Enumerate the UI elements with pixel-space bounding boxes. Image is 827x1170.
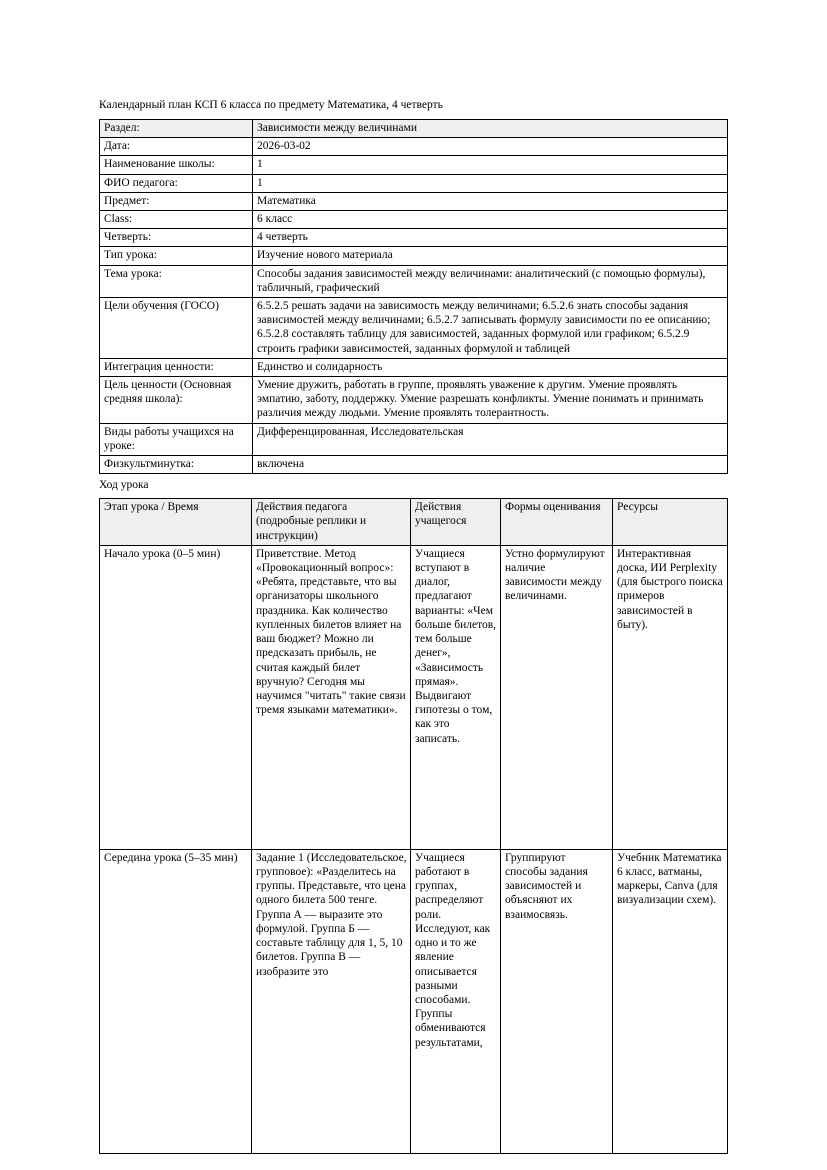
- info-value: Способы задания зависимостей между величинами: аналитический (с помощью формулы), табличный, графический: [253, 265, 728, 297]
- info-value: 2026-03-02: [253, 138, 728, 156]
- info-label: Дата:: [100, 138, 253, 156]
- table-row: [100, 358, 728, 376]
- lesson-flow-table: [99, 498, 728, 1154]
- table-row: [100, 456, 728, 474]
- info-label: Виды работы учащихся на уроке:: [100, 423, 253, 455]
- column-header-stage: Этап урока / Время: [100, 499, 252, 546]
- info-label: Предмет:: [100, 192, 253, 210]
- cell-resources: Интерактивная доска, ИИ Perplexity (для быстрого поиска примеров зависимостей в быту).: [613, 545, 728, 849]
- page-title: Календарный план КСП 6 класса по предмету Математика, 4 четверть: [99, 99, 443, 111]
- cell-teacher-actions: Приветствие. Метод «Провокационный вопрос»: «Ребята, представьте, что вы организаторы школьного праздника. Как количество купленных билетов влияет на ваш бюджет? Можно ли предсказать прибыль, не считая каждый билет вручную? Сегодня мы научимся "читать" такие связи тремя языками математики».: [252, 545, 411, 849]
- info-value: 6.5.2.5 решать задачи на зависимость между величинами; 6.5.2.6 знать способы задания зависимостей между величинами; 6.5.2.7 записывать формулу зависимости по ее описанию; 6.5.2.8 составлять таблицу для зависимостей, заданных формулой или графиком; 6.5.2.9 строить графики зависимостей, заданных формулой и таблицей: [253, 298, 728, 359]
- table-row: [100, 174, 728, 192]
- cell-resources: Учебник Математика 6 класс, ватманы, маркеры, Canva (для визуализации схем).: [613, 849, 728, 1153]
- table-row: [100, 120, 728, 138]
- column-header-assessment: Формы оценивания: [501, 499, 613, 546]
- table-row: [100, 247, 728, 265]
- lesson-table-body: [100, 545, 728, 1153]
- table-row: [100, 138, 728, 156]
- table-row: [100, 545, 728, 849]
- table-row: [100, 192, 728, 210]
- info-value: 6 класс: [253, 211, 728, 229]
- cell-stage: Середина урока (5–35 мин): [100, 849, 252, 1153]
- info-label: Четверть:: [100, 229, 253, 247]
- cell-student-actions: Учащиеся вступают в диалог, предлагают варианты: «Чем больше билетов, тем больше денег», «Зависимость прямая». Выдвигают гипотезы о том, как это записать.: [411, 545, 501, 849]
- info-label: Наименование школы:: [100, 156, 253, 174]
- table-row: [100, 211, 728, 229]
- info-label: Физкультминутка:: [100, 456, 253, 474]
- column-header-student-actions: Действия учащегося: [411, 499, 501, 546]
- info-value: Единство и солидарность: [253, 358, 728, 376]
- info-value: Умение дружить, работать в группе, проявлять уважение к другим. Умение проявлять эмпатию, заботу, поддержку. Умение разрешать конфликты. Умение понимать и принимать различия между людьми. Умение проявлять толерантность.: [253, 377, 728, 424]
- info-label: Интеграция ценности:: [100, 358, 253, 376]
- column-header-teacher-actions: Действия педагога (подробные реплики и инструкции): [252, 499, 411, 546]
- table-row: [100, 229, 728, 247]
- info-value: Зависимости между величинами: [253, 120, 728, 138]
- info-label: Цели обучения (ГОСО): [100, 298, 253, 359]
- cell-stage: Начало урока (0–5 мин): [100, 545, 252, 849]
- section-heading-lesson-flow: Ход урока: [99, 479, 149, 492]
- info-value: Математика: [253, 192, 728, 210]
- info-value: Дифференцированная, Исследовательская: [253, 423, 728, 455]
- cell-student-actions: Учащиеся работают в группах, распределяют роли. Исследуют, как одно и то же явление описывается разными способами. Группы обмениваются результатами,: [411, 849, 501, 1153]
- info-value: 1: [253, 174, 728, 192]
- lesson-table-head: [100, 499, 728, 546]
- info-table-body: [100, 120, 728, 474]
- info-label: Тема урока:: [100, 265, 253, 297]
- cell-assessment: Группируют способы задания зависимостей и объясняют их взаимосвязь.: [501, 849, 613, 1153]
- info-value: 1: [253, 156, 728, 174]
- lesson-info-table: [99, 119, 728, 474]
- column-header-resources: Ресурсы: [613, 499, 728, 546]
- info-label: Цель ценности (Основная средняя школа):: [100, 377, 253, 424]
- info-label: Тип урока:: [100, 247, 253, 265]
- info-label: ФИО педагога:: [100, 174, 253, 192]
- info-value: 4 четверть: [253, 229, 728, 247]
- info-value: Изучение нового материала: [253, 247, 728, 265]
- table-row: [100, 156, 728, 174]
- cell-teacher-actions: Задание 1 (Исследовательское, групповое): «Разделитесь на группы. Представьте, что цена одного билета 500 тенге. Группа А — выразите это формулой. Группа Б — составьте таблицу для 1, 5, 10 билетов. Группа В — изобразите это: [252, 849, 411, 1153]
- table-row: [100, 423, 728, 455]
- info-label: Раздел:: [100, 120, 253, 138]
- table-row: [100, 849, 728, 1153]
- info-value: включена: [253, 456, 728, 474]
- table-row: [100, 377, 728, 424]
- info-label: Class:: [100, 211, 253, 229]
- table-row: [100, 265, 728, 297]
- table-row: [100, 298, 728, 359]
- table-header-row: [100, 499, 728, 546]
- cell-assessment: Устно формулируют наличие зависимости между величинами.: [501, 545, 613, 849]
